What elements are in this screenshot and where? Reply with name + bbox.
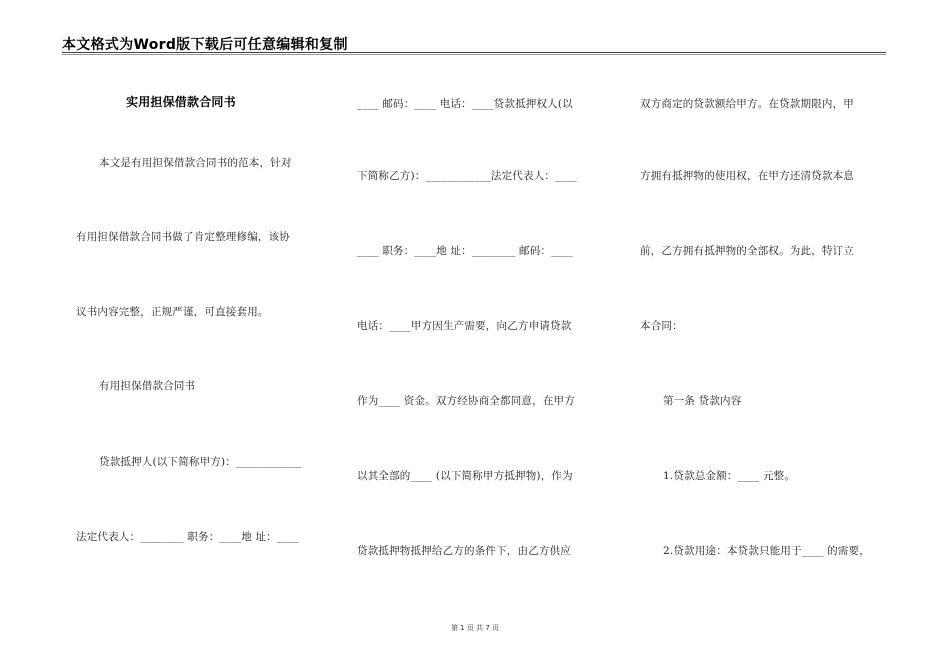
body-line: ____ 邮码：____ 电话：____贷款抵押权人(以 [357, 98, 573, 110]
body-line: 1.贷款总金额：____ 元整。 [663, 470, 796, 482]
body-line: 方拥有抵押物的使用权，在甲方还清贷款本息 [640, 170, 854, 182]
header-rule [62, 52, 886, 53]
body-line: 以其全部的____ (以下简称甲方抵押物)，作为 [357, 470, 573, 482]
body-line: 前，乙方拥有抵押物的全部权。为此，特订立 [640, 245, 854, 257]
page-number-footer: 第 1 页 共 7 页 [450, 624, 500, 632]
body-line: 法定代表人：________ 职务：____地 址：____ [76, 531, 299, 543]
body-line: 议书内容完整，正规严谨，可直接套用。 [76, 306, 269, 318]
body-line: 有用担保借款合同书做了肯定整理修编，该协 [76, 231, 290, 243]
body-line: 本文是有用担保借款合同书的范本，针对 [99, 157, 292, 169]
header-banner: 本文格式为Word版下载后可任意编辑和复制 [62, 37, 348, 53]
body-line: 电话：____甲方因生产需要，向乙方申请贷款 [357, 320, 572, 332]
body-line: 贷款抵押物抵押给乙方的条件下，由乙方供应 [357, 545, 571, 557]
document-title: 实用担保借款合同书 [126, 95, 236, 109]
body-line: 双方商定的贷款额给甲方。在贷款期限内，甲 [640, 98, 854, 110]
body-line: ____ 职务：____地 址：________ 邮码：____ [357, 245, 573, 257]
body-line: 2.贷款用途：本贷款只能用于____ 的需要， [663, 545, 870, 557]
body-line: 本合同： [640, 320, 683, 332]
body-line: 贷款抵押人(以下简称甲方)：____________ [99, 456, 302, 468]
body-line: 作为____ 资金。双方经协商全都同意，在甲方 [357, 395, 575, 407]
section-heading: 有用担保借款合同书 [99, 380, 196, 392]
header-rule-secondary [62, 54, 886, 55]
body-line: 下简称乙方)：____________法定代表人：____ [357, 170, 577, 182]
section-heading: 第一条 贷款内容 [663, 395, 742, 407]
